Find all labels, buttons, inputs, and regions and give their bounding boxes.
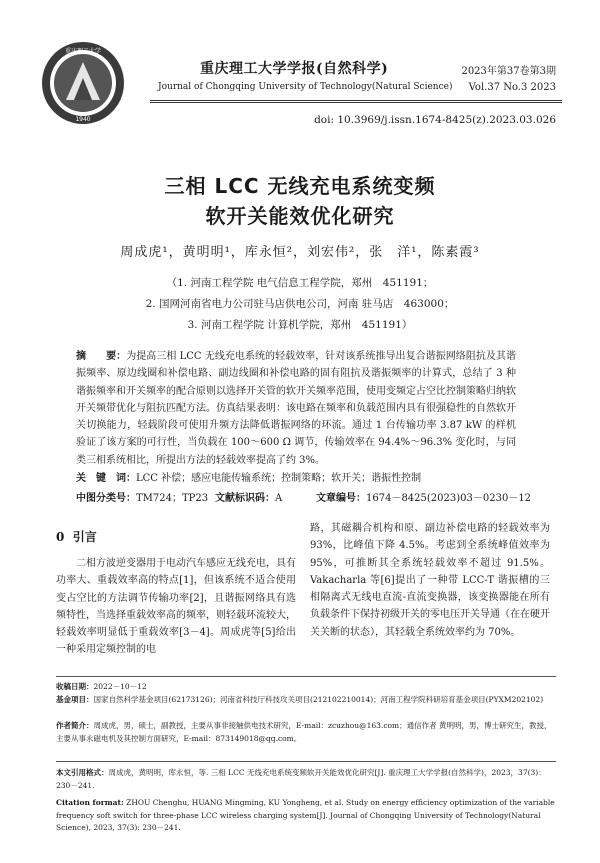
body-paragraph: 二相方波逆变器用于电动汽车感应无线充电，具有功率大、重载效率高的特点[1]，但该系统不适合使用变占空比的方法调节传输功率[2]，且谐振网络具有选频特性，当选择重载效率高的频率，则轻载环流较大，轻载效率明显低于重载效率[3－4]。周成虎等[5]给出一种采用定频控制的电: [56, 558, 296, 656]
journal-title-cn: 重庆理工大学学报(自然科学): [200, 61, 389, 77]
citation-cn: [56, 767, 556, 792]
fund-label: 基金项目：: [56, 695, 94, 704]
affiliation-1: （1. 河南工程学院 电气信息工程学院，郑州 451191；: [166, 277, 434, 289]
journal-title-en: Journal of Chongqing University of Technology(Natural Science): [158, 82, 453, 92]
footnote-rule: [56, 676, 556, 677]
affiliation-3: 3. 河南工程学院 计算机学院，郑州 451191）: [187, 319, 413, 331]
doi: doi: 10.3969/j.issn.1674-8425(z).2023.03.026: [314, 114, 556, 126]
cite-cn-label: 本文引用格式：: [56, 768, 109, 777]
author-list: 周成虎¹，黄明明¹，库永恒²，刘宏伟²，张 洋¹，陈素霞³: [120, 245, 480, 260]
clc-value: TM724；TP23: [136, 493, 209, 504]
clc-label: 中图分类号：: [76, 493, 136, 504]
clc: [76, 489, 208, 504]
doc-code: [215, 489, 282, 504]
affiliation-2: 2. 国网河南省电力公司驻马店供电公司，河南 驻马店 463000；: [145, 298, 455, 310]
abstract-label: 摘 要：: [76, 351, 127, 362]
abstract-text: 为提高三相 LCC 无线充电系统的轻载效率，针对该系统推导出复合谐振网络阻抗及其谐振频率、原边线圈和补偿电路、副边线圈和补偿电路的固有阻抗及谐振频率的计算式，总结了 3 种谐振频率和开关频率的配合原则以选择开关管的软开关频率范围，使用变频定占空比控制策略归纳软开关频带优化与阻抗匹配方法。仿真结果表明：该电路在频率和负载范围内具有很强稳性的自然软开关切换能力，轻载阶段可使用升频方法降低谐振网络的环流。通过 1 台传输功率 3.87 kW 的样机验证了该方案的可行性，当负载在 100～600 Ω 调节，传输效率在 94.4%～96.3% 变化时，与同类三相系统相比，所提出方法的轻载效率提高了约 3%。: [76, 351, 516, 466]
fund-text: 国家自然科学基金项目(62173126)；河南省科技厅科技攻关项目(212102210014)；河南工程学院科研培育基金项目(PYXM202102): [93, 695, 544, 704]
author-intro-label: 作者简介：: [56, 721, 94, 730]
cite-en-text: ZHOU Chenghu, HUANG Mingming, KU Yongheng, et al. Study on energy efficiency optimization of the variable frequency soft switch for three-phase LCC wireless charging system[J]. Journal of Chongqing University of Technology(Natural Science), 2023, 37(3): 230－241.: [56, 798, 555, 832]
keywords: [76, 470, 516, 487]
footnote-author-intro: [56, 720, 556, 745]
received-text: 2022－10－12: [93, 682, 147, 691]
author-intro-text: 周成虎，男，硕士，副教授，主要从事非接触供电技术研究，E-mail：zcuzhou@163.com；通信作者 黄明明，男，博士研究生，教授，主要从事永磁电机及其控制方面研究，E-mail：873149018@qq.com。: [56, 721, 552, 743]
body-left-column: [56, 555, 296, 659]
logo-center-text: 重庆理工大学: [64, 48, 102, 55]
paper-title-line1: 三相 LCC 无线充电系统变频: [164, 174, 436, 198]
header-rule: [150, 100, 562, 101]
section-number: 0: [56, 530, 65, 544]
article-label: 文章编号：: [316, 493, 366, 504]
paper-title-line2: 软开关能效优化研究: [205, 204, 395, 228]
abstract: [76, 348, 516, 469]
article-value: 1674－8425(2023)03－0230－12: [366, 493, 532, 504]
citation-rule: [56, 761, 556, 762]
header-rule-thin: [150, 102, 562, 103]
section-title: 引言: [72, 530, 97, 544]
footnote-fund: [56, 694, 556, 707]
body-right-column: [310, 520, 550, 641]
university-logo: [40, 40, 126, 126]
footnote-received: [56, 681, 556, 694]
article-number: [316, 489, 531, 504]
body-paragraph: 路，其磁耦合机构和原、副边补偿电路的轻载效率为 93%，比峰值下降 4.5%。考虑到全系统峰值效率为 95%，可推断其全系统轻载效率不超过 91.5%。Vakacharla 等[6]提出了一种带 LCC-T 谐振槽的三相隔离式无线电直流-直流变换器，该变换器能在所有负载条件下保持初级开关的零电压开关导通（在在硬开关关断的状态），其轻载全系统效率约为 70%。: [310, 523, 550, 638]
issue-en: Vol.37 No.3 2023: [468, 82, 556, 93]
code-label: 文献标识码：: [215, 493, 275, 504]
received-label: 收稿日期：: [56, 682, 94, 691]
keywords-text: LCC 补偿；感应电能传输系统；控制策略；软开关；谐振性控制: [136, 473, 422, 484]
logo-year: 1940: [75, 116, 91, 123]
keywords-label: 关 键 词：: [76, 473, 136, 484]
citation-en: [56, 797, 556, 835]
cite-cn-text: 周成虎，黄明明，库永恒，等. 三相 LCC 无线充电系统变频软开关能效优化研究[J]. 重庆理工大学学报(自然科学)，2023，37(3)：230－241.: [56, 768, 546, 790]
section-heading: [56, 528, 97, 545]
cite-en-label: Citation format:: [56, 798, 124, 807]
issue-cn: 2023年第37卷第3期: [461, 66, 556, 77]
code-value: A: [275, 493, 283, 504]
